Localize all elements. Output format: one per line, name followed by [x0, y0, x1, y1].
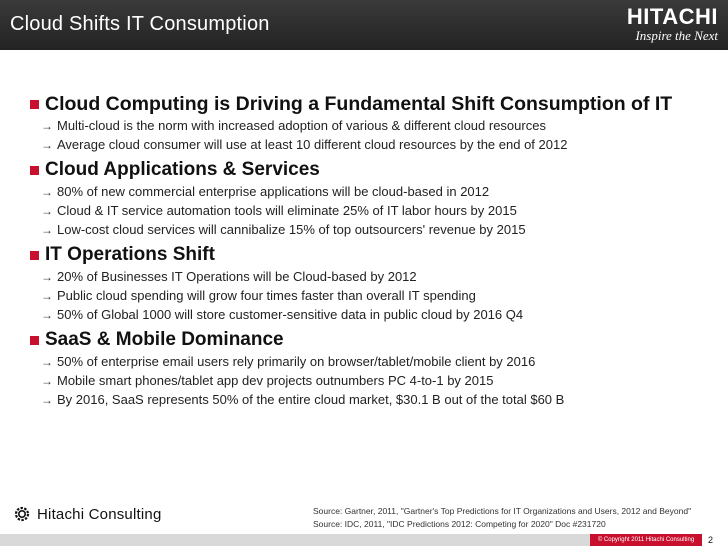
source-line: Source: IDC, 2011, "IDC Predictions 2012: Competing for 2020" Doc #231720	[313, 519, 606, 529]
gear-icon	[13, 505, 31, 523]
red-square-bullet-icon	[30, 251, 39, 260]
page-number: 2	[708, 535, 714, 545]
section-title: IT Operations Shift	[45, 244, 215, 265]
hitachi-consulting-logo	[13, 505, 162, 523]
arrow-right-icon: →	[41, 392, 53, 407]
arrow-right-icon: →	[41, 222, 53, 237]
arrow-right-icon: →	[41, 354, 53, 369]
list-item: → By 2016, SaaS represents 50% of the entire cloud market, $30.1 B out of the total $60 B	[41, 392, 565, 407]
hitachi-logo	[598, 6, 718, 43]
red-square-bullet-icon	[30, 336, 39, 345]
section-title: Cloud Applications & Services	[45, 159, 320, 180]
copyright-label: © Copyright 2011 Hitachi Consulting	[590, 534, 702, 546]
list-item: → Multi-cloud is the norm with increased adoption of various & different cloud resources	[41, 118, 546, 133]
arrow-right-icon: →	[41, 203, 53, 218]
arrow-right-icon: →	[41, 307, 53, 322]
arrow-right-icon: →	[41, 137, 53, 152]
footer-grey-band	[0, 534, 590, 546]
section-title: Cloud Computing is Driving a Fundamental Shift Consumption of IT	[45, 92, 673, 115]
list-item: → Public cloud spending will grow four times faster than overall IT spending	[41, 288, 476, 303]
footer-bar	[0, 534, 728, 546]
list-item: → Low-cost cloud services will cannibalize 15% of top outsourcers' revenue by 2015	[41, 222, 526, 237]
list-item: → 80% of new commercial enterprise applications will be cloud-based in 2012	[41, 184, 490, 199]
arrow-right-icon: →	[41, 184, 53, 199]
section-saas-mobile	[30, 328, 710, 409]
list-item: → Mobile smart phones/tablet app dev projects outnumbers PC 4-to-1 by 2015	[41, 373, 494, 388]
logo-tagline: Inspire the Next	[635, 28, 718, 43]
red-square-bullet-icon	[30, 166, 39, 175]
section-cloud-applications	[30, 158, 710, 239]
arrow-right-icon: →	[41, 373, 53, 388]
slide-body	[30, 92, 710, 413]
slide-title: Cloud Shifts IT Consumption	[10, 13, 270, 35]
list-item: → Average cloud consumer will use at least 10 different cloud resources by the end of 2012	[41, 137, 568, 152]
list-item: → 20% of Businesses IT Operations will be Cloud-based by 2012	[41, 269, 417, 284]
list-item: → 50% of Global 1000 will store customer-sensitive data in public cloud by 2016 Q4	[41, 307, 524, 322]
footer-logo-text: Hitachi Consulting	[37, 505, 162, 523]
arrow-right-icon: →	[41, 118, 53, 133]
source-line: Source: Gartner, 2011, "Gartner's Top Predictions for IT Organizations and Users, 2012 and Beyond"	[313, 506, 692, 516]
section-cloud-computing	[30, 92, 710, 154]
section-title: SaaS & Mobile Dominance	[45, 329, 284, 350]
arrow-right-icon: →	[41, 288, 53, 303]
list-item: → 50% of enterprise email users rely primarily on browser/tablet/mobile client by 2016	[41, 354, 536, 369]
logo-name: HITACHI	[626, 4, 718, 29]
red-square-bullet-icon	[30, 100, 39, 109]
section-it-operations	[30, 243, 710, 324]
slide-header	[0, 0, 728, 50]
list-item: → Cloud & IT service automation tools will eliminate 25% of IT labor hours by 2015	[41, 203, 517, 218]
source-citations	[313, 505, 691, 531]
arrow-right-icon: →	[41, 269, 53, 284]
